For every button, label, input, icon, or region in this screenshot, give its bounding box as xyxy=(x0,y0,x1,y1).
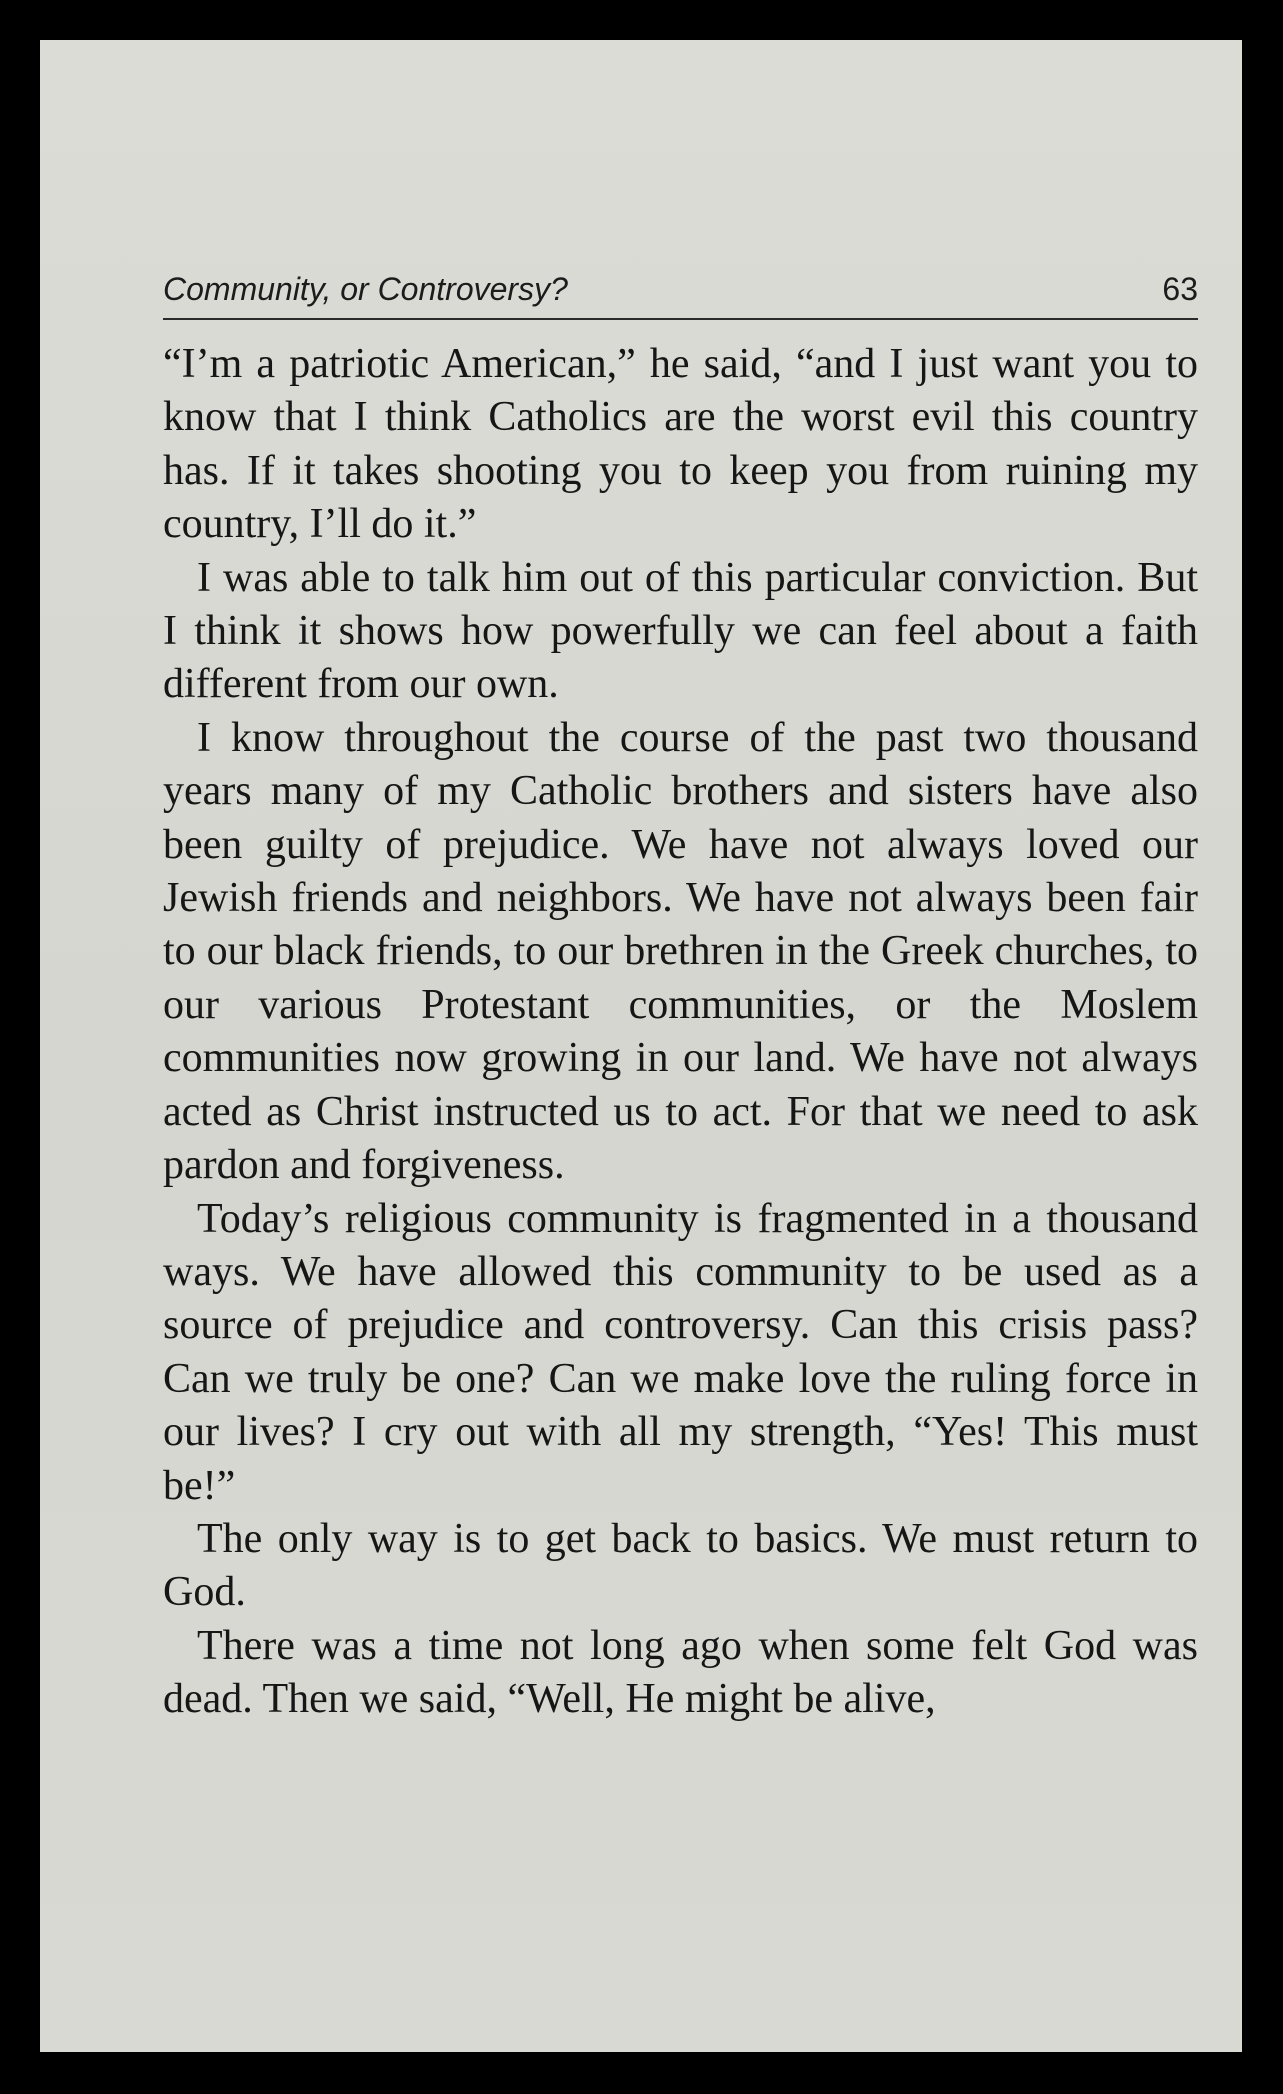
page-number: 63 xyxy=(1162,271,1198,307)
paragraph: Today’s religious community is fragmented in a thousand ways. We have allowed this community to be used as a source of prejudice and controversy. Can this crisis pass? Can we truly be one? Can we make love the ruling force in our lives? I cry out with all my strength, “Yes! This must be!” xyxy=(163,1195,1198,1509)
book-page xyxy=(40,40,1242,2052)
running-head xyxy=(163,262,1198,320)
paragraph: There was a time not long ago when some felt God was dead. Then we said, “Well, He might be alive, xyxy=(163,1622,1198,1723)
running-head-title: Community, or Controversy? xyxy=(163,271,568,307)
paragraph: I know throughout the course of the past two thousand years many of my Catholic brothers and sisters have also been guilty of prejudice. We have not always loved our Jewish friends and neighbors. We have not always been fair to our black friends, to our brethren in the Greek churches, to our various Protestant communities, or the Moslem communities now growing in our land. We have not always acted as Christ instructed us to act. For that we need to ask pardon and forgiveness. xyxy=(163,714,1198,1189)
body-text xyxy=(163,338,1198,1727)
paragraph: I was able to talk him out of this particular conviction. But I think it shows how powerfully we can feel about a faith different from our own. xyxy=(163,554,1198,708)
paragraph: “I’m a patriotic American,” he said, “and I just want you to know that I think Catholics are the worst evil this country has. If it takes shooting you to keep you from ruining my country, I’ll do it.” xyxy=(163,341,1198,548)
paragraph: The only way is to get back to basics. We must return to God. xyxy=(163,1515,1198,1616)
